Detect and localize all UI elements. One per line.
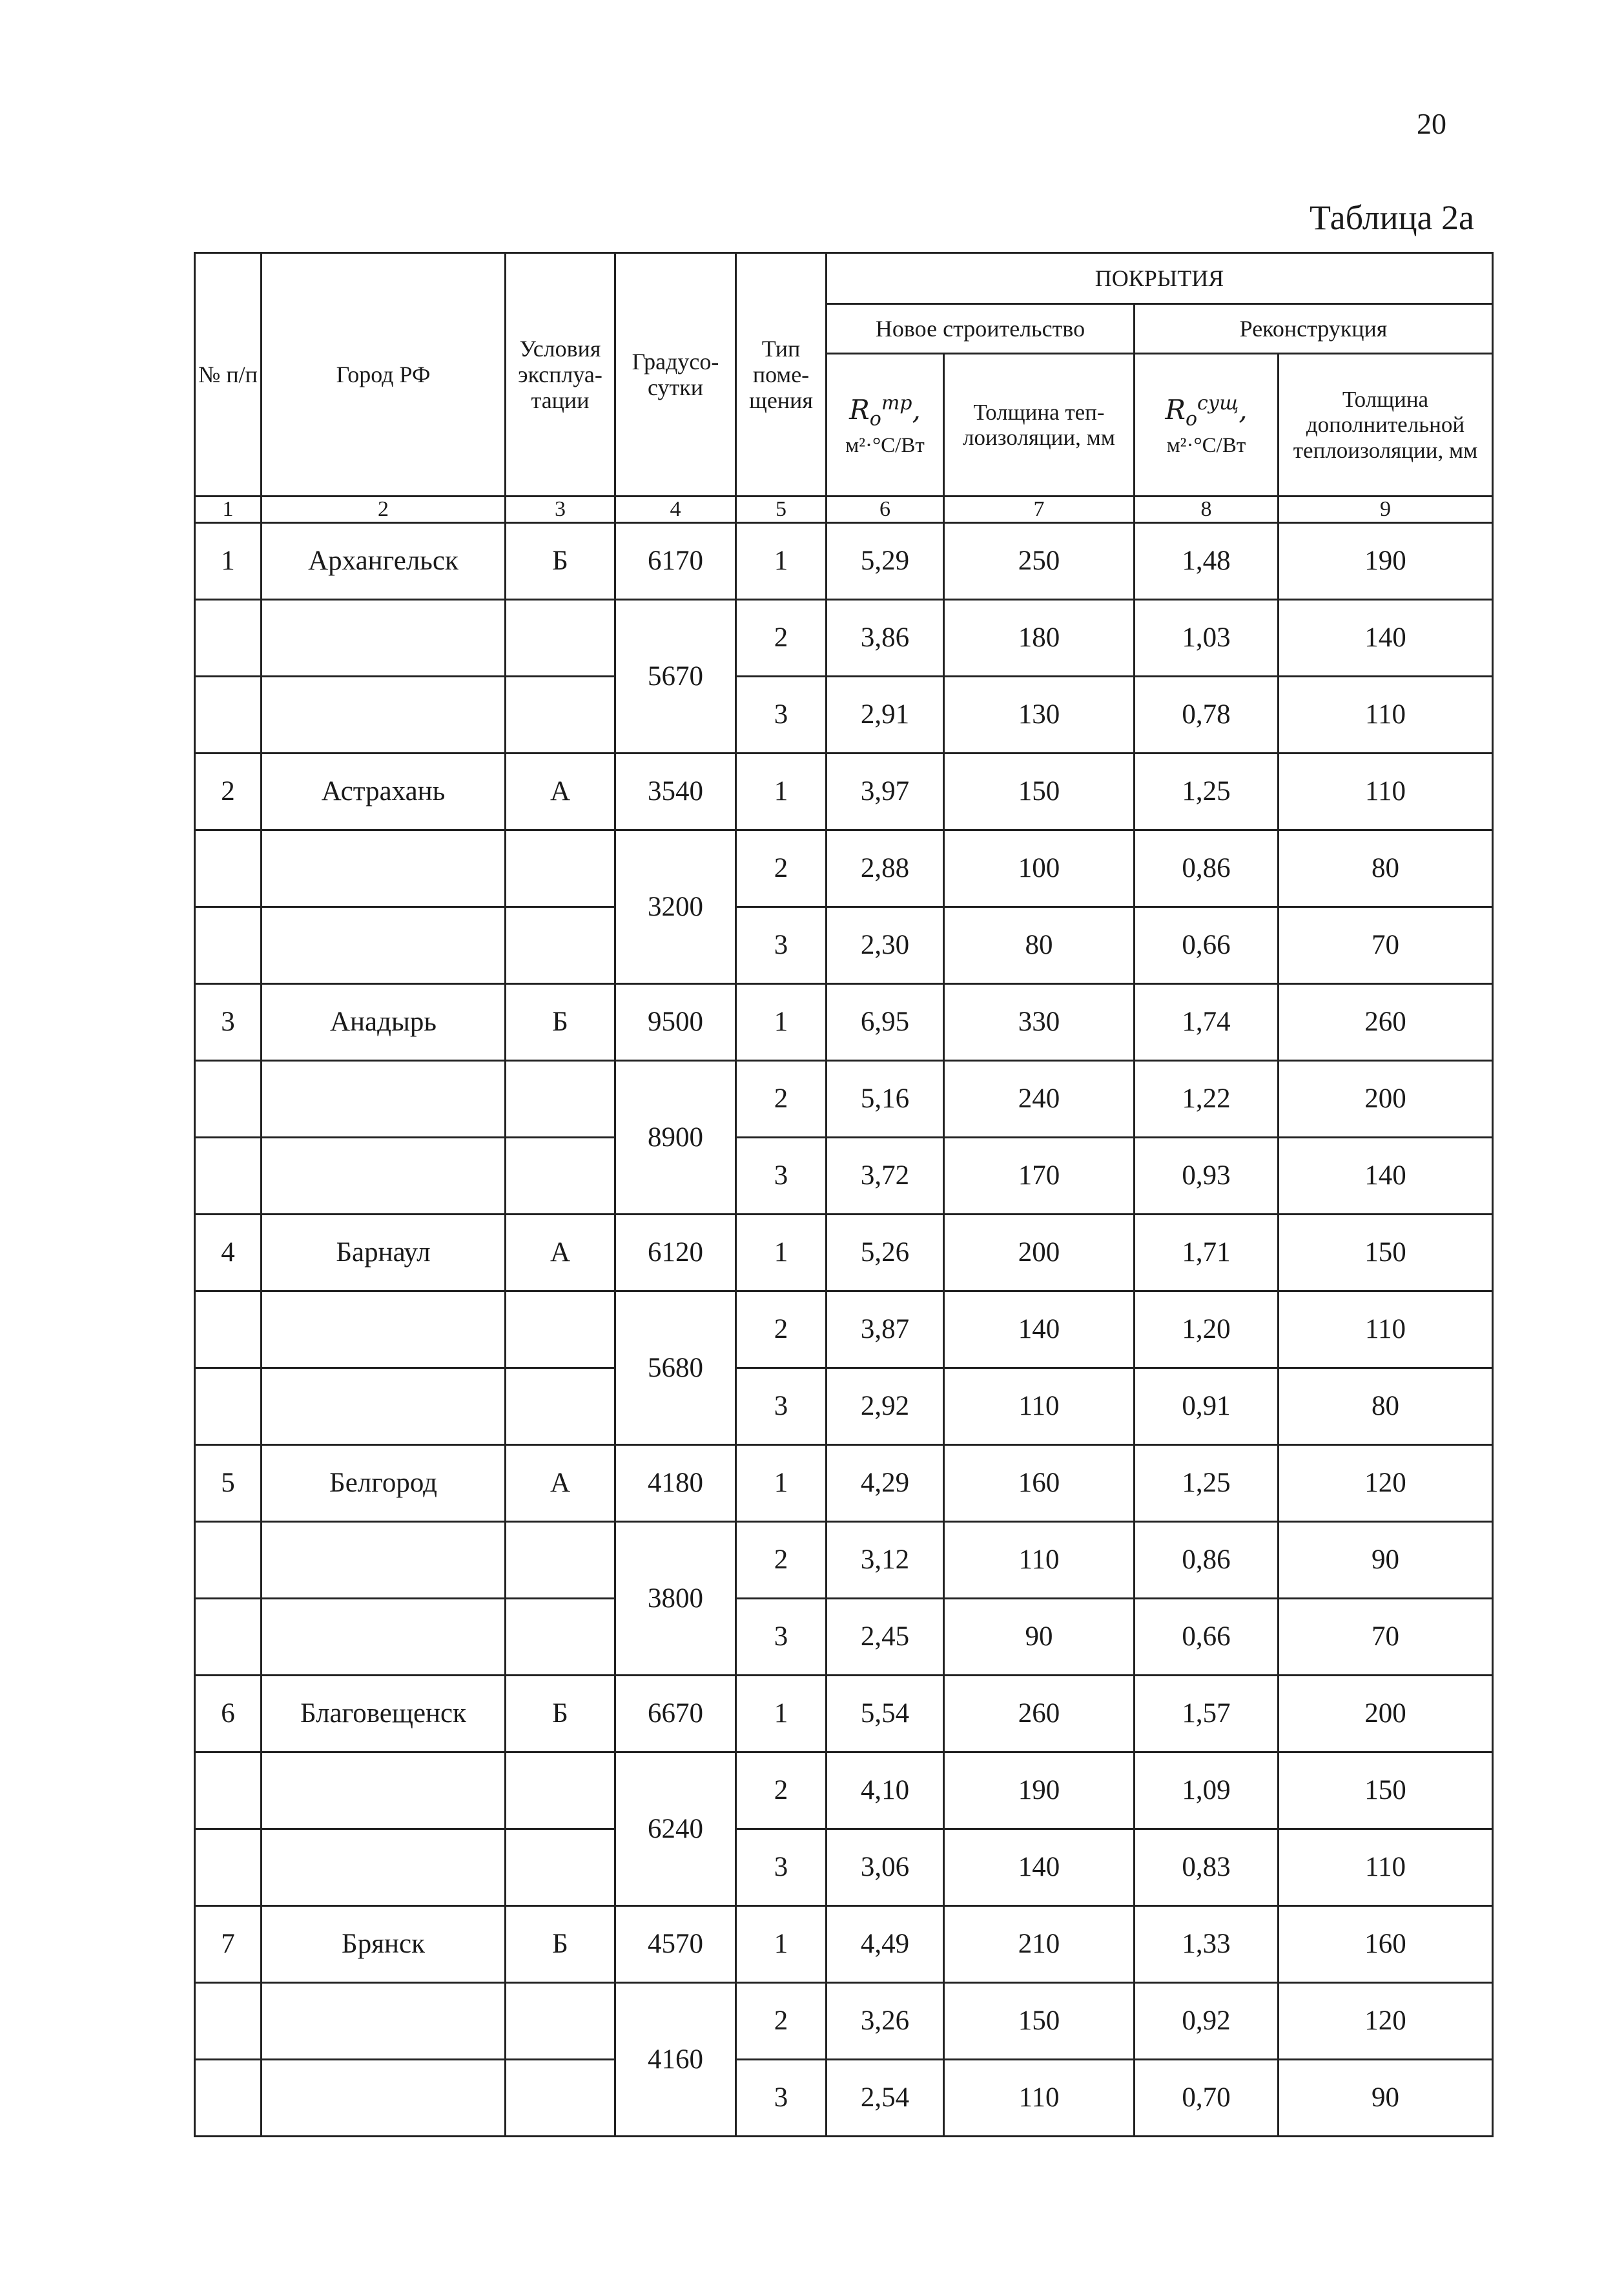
room-type-cell: 3	[736, 677, 827, 754]
empty-cell	[262, 830, 506, 907]
empty-cell	[195, 2060, 262, 2137]
degree-days-cell: 9500	[615, 984, 736, 1061]
empty-cell	[506, 1061, 615, 1138]
existing-resistance-cell: 1,20	[1135, 1291, 1279, 1368]
header-insulation-thickness: Толщина теп-лоизоляции, мм	[944, 354, 1135, 497]
required-resistance-cell: 2,54	[827, 2060, 944, 2137]
empty-cell	[506, 2060, 615, 2137]
empty-cell	[195, 1599, 262, 1676]
empty-cell	[262, 1752, 506, 1829]
empty-cell	[506, 600, 615, 677]
room-type-cell: 2	[736, 600, 827, 677]
empty-cell	[262, 1983, 506, 2060]
room-type-cell: 3	[736, 1138, 827, 1215]
city-cell: Архангельск	[262, 523, 506, 600]
empty-cell	[262, 1138, 506, 1215]
row-number-cell: 6	[195, 1676, 262, 1752]
city-cell: Астрахань	[262, 754, 506, 830]
empty-cell	[195, 830, 262, 907]
required-resistance-cell: 4,49	[827, 1906, 944, 1983]
city-cell: Анадырь	[262, 984, 506, 1061]
insulation-thickness-cell: 110	[944, 1522, 1135, 1599]
degree-days-cell: 5680	[615, 1291, 736, 1445]
city-cell: Благовещенск	[262, 1676, 506, 1752]
conditions-cell: Б	[506, 523, 615, 600]
additional-thickness-cell: 70	[1279, 907, 1493, 984]
table-row	[195, 2060, 1493, 2137]
degree-days-cell: 4570	[615, 1906, 736, 1983]
room-type-cell: 3	[736, 907, 827, 984]
table-row	[195, 907, 1493, 984]
additional-thickness-cell: 120	[1279, 1445, 1493, 1522]
additional-thickness-cell: 80	[1279, 1368, 1493, 1445]
table-row	[195, 1983, 1493, 2060]
additional-thickness-cell: 150	[1279, 1752, 1493, 1829]
existing-resistance-cell: 1,57	[1135, 1676, 1279, 1752]
insulation-thickness-cell: 160	[944, 1445, 1135, 1522]
insulation-thickness-cell: 190	[944, 1752, 1135, 1829]
empty-cell	[262, 1599, 506, 1676]
empty-cell	[506, 1368, 615, 1445]
row-number-cell: 1	[195, 523, 262, 600]
existing-resistance-formula: $R_o^{сущ}$,	[1165, 391, 1248, 430]
room-type-cell: 1	[736, 1906, 827, 1983]
header-additional-thickness: Толщина дополнительной теплоизоляции, мм	[1279, 354, 1493, 497]
empty-cell	[262, 1061, 506, 1138]
empty-cell	[195, 1829, 262, 1906]
degree-days-cell: 6670	[615, 1676, 736, 1752]
insulation-thickness-cell: 130	[944, 677, 1135, 754]
required-resistance-cell: 2,45	[827, 1599, 944, 1676]
additional-thickness-cell: 260	[1279, 984, 1493, 1061]
table-row	[195, 1368, 1493, 1445]
insulation-thickness-cell: 240	[944, 1061, 1135, 1138]
conditions-cell: Б	[506, 984, 615, 1061]
city-cell: Барнаул	[262, 1215, 506, 1291]
existing-resistance-cell: 0,70	[1135, 2060, 1279, 2137]
header-new-construction: Новое строительство	[827, 304, 1135, 354]
table-body	[195, 523, 1493, 2137]
insulation-thickness-cell: 260	[944, 1676, 1135, 1752]
column-number: 6	[827, 497, 944, 523]
column-number: 4	[615, 497, 736, 523]
existing-resistance-cell: 1,25	[1135, 754, 1279, 830]
empty-cell	[506, 1291, 615, 1368]
additional-thickness-cell: 110	[1279, 754, 1493, 830]
header-roofing-group: ПОКРЫТИЯ	[827, 253, 1493, 304]
degree-days-cell: 4180	[615, 1445, 736, 1522]
table-row	[195, 984, 1493, 1061]
additional-thickness-cell: 200	[1279, 1676, 1493, 1752]
empty-cell	[195, 677, 262, 754]
conditions-cell: А	[506, 1445, 615, 1522]
header-number: № п/п	[195, 253, 262, 497]
empty-cell	[195, 1061, 262, 1138]
row-number-cell: 7	[195, 1906, 262, 1983]
existing-resistance-cell: 1,48	[1135, 523, 1279, 600]
degree-days-cell: 6120	[615, 1215, 736, 1291]
additional-thickness-cell: 110	[1279, 1829, 1493, 1906]
column-number: 1	[195, 497, 262, 523]
room-type-cell: 2	[736, 1061, 827, 1138]
column-number: 2	[262, 497, 506, 523]
room-type-cell: 3	[736, 1599, 827, 1676]
column-number: 9	[1279, 497, 1493, 523]
column-number: 7	[944, 497, 1135, 523]
table-row	[195, 523, 1493, 600]
required-resistance-cell: 2,30	[827, 907, 944, 984]
city-cell: Белгород	[262, 1445, 506, 1522]
empty-cell	[262, 1291, 506, 1368]
room-type-cell: 3	[736, 2060, 827, 2137]
required-resistance-cell: 5,54	[827, 1676, 944, 1752]
required-resistance-cell: 4,10	[827, 1752, 944, 1829]
insulation-thickness-cell: 150	[944, 754, 1135, 830]
thermal-insulation-table	[194, 252, 1494, 2137]
required-resistance-cell: 3,26	[827, 1983, 944, 2060]
insulation-thickness-cell: 200	[944, 1215, 1135, 1291]
insulation-thickness-cell: 140	[944, 1291, 1135, 1368]
empty-cell	[262, 1368, 506, 1445]
required-resistance-cell: 3,87	[827, 1291, 944, 1368]
additional-thickness-cell: 120	[1279, 1983, 1493, 2060]
empty-cell	[506, 1752, 615, 1829]
existing-resistance-cell: 0,78	[1135, 677, 1279, 754]
insulation-thickness-cell: 330	[944, 984, 1135, 1061]
additional-thickness-cell: 90	[1279, 1522, 1493, 1599]
row-number-cell: 5	[195, 1445, 262, 1522]
empty-cell	[506, 907, 615, 984]
room-type-cell: 2	[736, 1291, 827, 1368]
table-row	[195, 1522, 1493, 1599]
empty-cell	[506, 1829, 615, 1906]
existing-resistance-cell: 1,33	[1135, 1906, 1279, 1983]
table-row	[195, 1291, 1493, 1368]
existing-resistance-unit: м²·°С/Вт	[1166, 433, 1246, 457]
insulation-thickness-cell: 110	[944, 1368, 1135, 1445]
required-resistance-cell: 2,88	[827, 830, 944, 907]
column-number-row	[195, 497, 1493, 523]
required-resistance-unit: м²·°С/Вт	[845, 433, 925, 457]
conditions-cell: Б	[506, 1906, 615, 1983]
degree-days-cell: 3800	[615, 1522, 736, 1676]
additional-thickness-cell: 160	[1279, 1906, 1493, 1983]
empty-cell	[506, 1983, 615, 2060]
degree-days-cell: 6170	[615, 523, 736, 600]
degree-days-cell: 8900	[615, 1061, 736, 1215]
additional-thickness-cell: 110	[1279, 1291, 1493, 1368]
insulation-thickness-cell: 100	[944, 830, 1135, 907]
room-type-cell: 2	[736, 1522, 827, 1599]
insulation-thickness-cell: 180	[944, 600, 1135, 677]
room-type-cell: 1	[736, 754, 827, 830]
additional-thickness-cell: 140	[1279, 600, 1493, 677]
insulation-thickness-cell: 80	[944, 907, 1135, 984]
insulation-thickness-cell: 150	[944, 1983, 1135, 2060]
table-row	[195, 1445, 1493, 1522]
empty-cell	[195, 907, 262, 984]
table-row	[195, 830, 1493, 907]
additional-thickness-cell: 190	[1279, 523, 1493, 600]
empty-cell	[506, 1138, 615, 1215]
existing-resistance-cell: 0,66	[1135, 907, 1279, 984]
room-type-cell: 2	[736, 1983, 827, 2060]
existing-resistance-cell: 0,93	[1135, 1138, 1279, 1215]
existing-resistance-cell: 1,03	[1135, 600, 1279, 677]
required-resistance-cell: 2,92	[827, 1368, 944, 1445]
empty-cell	[262, 1829, 506, 1906]
insulation-thickness-cell: 250	[944, 523, 1135, 600]
header-required-resistance	[827, 354, 944, 497]
empty-cell	[195, 1138, 262, 1215]
empty-cell	[262, 907, 506, 984]
header-conditions: Условия эксплуа-тации	[506, 253, 615, 497]
empty-cell	[506, 830, 615, 907]
existing-resistance-cell: 0,86	[1135, 1522, 1279, 1599]
header-existing-resistance	[1135, 354, 1279, 497]
empty-cell	[262, 600, 506, 677]
existing-resistance-cell: 0,91	[1135, 1368, 1279, 1445]
row-number-cell: 4	[195, 1215, 262, 1291]
conditions-cell: А	[506, 754, 615, 830]
row-number-cell: 3	[195, 984, 262, 1061]
additional-thickness-cell: 110	[1279, 677, 1493, 754]
empty-cell	[195, 1983, 262, 2060]
required-resistance-cell: 4,29	[827, 1445, 944, 1522]
existing-resistance-cell: 1,22	[1135, 1061, 1279, 1138]
insulation-thickness-cell: 110	[944, 2060, 1135, 2137]
column-number: 8	[1135, 497, 1279, 523]
table-row	[195, 600, 1493, 677]
room-type-cell: 1	[736, 984, 827, 1061]
insulation-thickness-cell: 140	[944, 1829, 1135, 1906]
insulation-thickness-cell: 170	[944, 1138, 1135, 1215]
required-resistance-formula: $R_o^{тр}$,	[849, 391, 921, 430]
required-resistance-cell: 6,95	[827, 984, 944, 1061]
degree-days-cell: 4160	[615, 1983, 736, 2137]
table-row	[195, 677, 1493, 754]
required-resistance-cell: 3,97	[827, 754, 944, 830]
degree-days-cell: 6240	[615, 1752, 736, 1906]
existing-resistance-cell: 0,66	[1135, 1599, 1279, 1676]
room-type-cell: 2	[736, 830, 827, 907]
table-row	[195, 1752, 1493, 1829]
table-row	[195, 1215, 1493, 1291]
table-row	[195, 1829, 1493, 1906]
column-number: 5	[736, 497, 827, 523]
required-resistance-cell: 5,26	[827, 1215, 944, 1291]
degree-days-cell: 3540	[615, 754, 736, 830]
empty-cell	[506, 1522, 615, 1599]
empty-cell	[262, 677, 506, 754]
required-resistance-cell: 3,72	[827, 1138, 944, 1215]
existing-resistance-cell: 0,83	[1135, 1829, 1279, 1906]
table-row	[195, 1061, 1493, 1138]
empty-cell	[195, 1368, 262, 1445]
room-type-cell: 3	[736, 1829, 827, 1906]
room-type-cell: 1	[736, 1676, 827, 1752]
empty-cell	[506, 1599, 615, 1676]
additional-thickness-cell: 80	[1279, 830, 1493, 907]
room-type-cell: 3	[736, 1368, 827, 1445]
room-type-cell: 1	[736, 1445, 827, 1522]
existing-resistance-cell: 1,71	[1135, 1215, 1279, 1291]
empty-cell	[195, 1291, 262, 1368]
room-type-cell: 2	[736, 1752, 827, 1829]
required-resistance-cell: 3,86	[827, 600, 944, 677]
city-cell: Брянск	[262, 1906, 506, 1983]
required-resistance-cell: 5,16	[827, 1061, 944, 1138]
empty-cell	[506, 677, 615, 754]
insulation-thickness-cell: 210	[944, 1906, 1135, 1983]
additional-thickness-cell: 150	[1279, 1215, 1493, 1291]
table-row	[195, 754, 1493, 830]
conditions-cell: Б	[506, 1676, 615, 1752]
room-type-cell: 1	[736, 523, 827, 600]
page-number: 20	[1417, 107, 1446, 140]
required-resistance-cell: 2,91	[827, 677, 944, 754]
table-row	[195, 1676, 1493, 1752]
empty-cell	[262, 1522, 506, 1599]
required-resistance-cell: 3,06	[827, 1829, 944, 1906]
table-row	[195, 1138, 1493, 1215]
conditions-cell: А	[506, 1215, 615, 1291]
header-degree-days: Градусо-сутки	[615, 253, 736, 497]
required-resistance-cell: 3,12	[827, 1522, 944, 1599]
degree-days-cell: 5670	[615, 600, 736, 754]
existing-resistance-cell: 1,74	[1135, 984, 1279, 1061]
header-room-type: Тип поме-щения	[736, 253, 827, 497]
additional-thickness-cell: 90	[1279, 2060, 1493, 2137]
empty-cell	[195, 1522, 262, 1599]
additional-thickness-cell: 200	[1279, 1061, 1493, 1138]
empty-cell	[195, 600, 262, 677]
column-number: 3	[506, 497, 615, 523]
table-row	[195, 1599, 1493, 1676]
additional-thickness-cell: 70	[1279, 1599, 1493, 1676]
required-resistance-cell: 5,29	[827, 523, 944, 600]
existing-resistance-cell: 1,09	[1135, 1752, 1279, 1829]
header-city: Город РФ	[262, 253, 506, 497]
additional-thickness-cell: 140	[1279, 1138, 1493, 1215]
table-title: Таблица 2а	[1310, 198, 1474, 237]
table-row	[195, 1906, 1493, 1983]
header-reconstruction: Реконструкция	[1135, 304, 1493, 354]
row-number-cell: 2	[195, 754, 262, 830]
degree-days-cell: 3200	[615, 830, 736, 984]
existing-resistance-cell: 0,92	[1135, 1983, 1279, 2060]
empty-cell	[195, 1752, 262, 1829]
existing-resistance-cell: 0,86	[1135, 830, 1279, 907]
existing-resistance-cell: 1,25	[1135, 1445, 1279, 1522]
insulation-thickness-cell: 90	[944, 1599, 1135, 1676]
room-type-cell: 1	[736, 1215, 827, 1291]
empty-cell	[262, 2060, 506, 2137]
